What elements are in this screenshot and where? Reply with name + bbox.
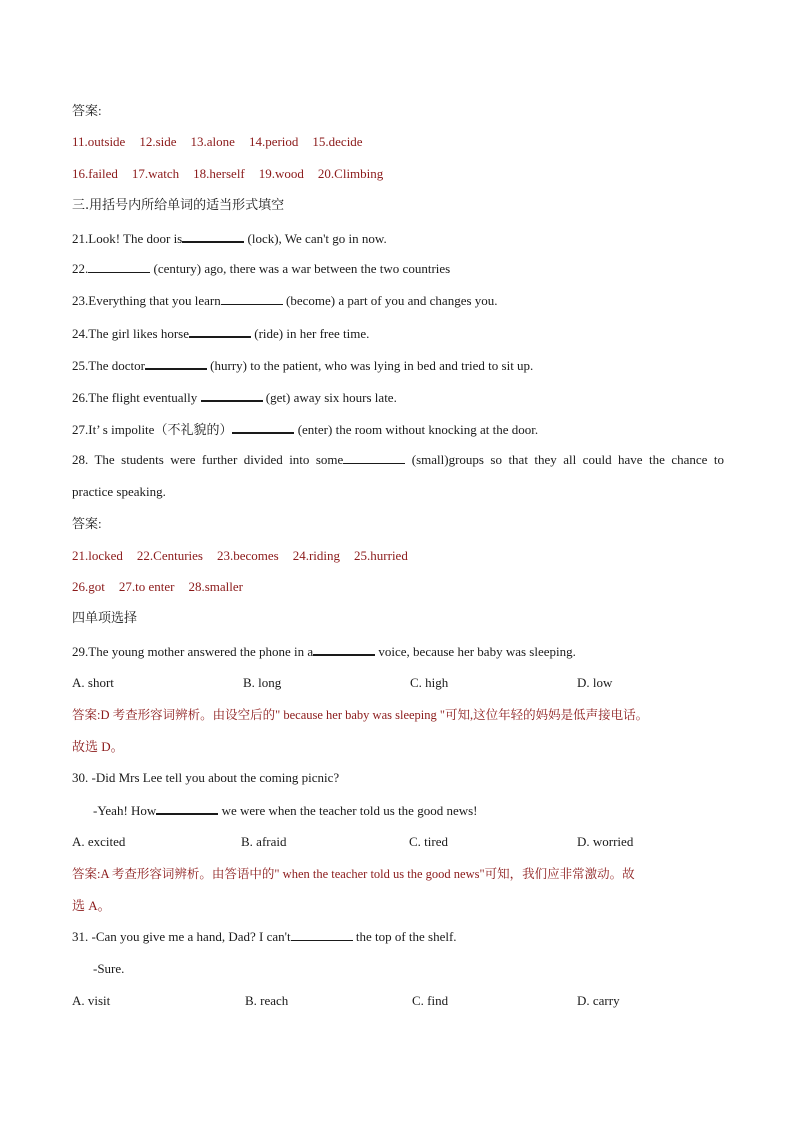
- question-29: [72, 642, 576, 661]
- option-d[interactable]: D. worried: [577, 834, 634, 849]
- answer-explanation-30-cont: 选 A。: [72, 898, 111, 913]
- option-d[interactable]: D. low: [577, 675, 613, 690]
- question-text: (get) away six hours late.: [262, 390, 397, 405]
- question-text: (small)groups so that they all could have the chance to: [405, 452, 724, 467]
- answer-item: 19.wood: [258, 166, 304, 181]
- question-text: the top of the shelf.: [352, 929, 457, 944]
- answer-blank[interactable]: [313, 642, 375, 656]
- option-c[interactable]: C. high: [410, 675, 449, 690]
- question-22: [72, 260, 450, 278]
- answer-blank[interactable]: [291, 928, 353, 941]
- question-text: we were when the teacher told us the good news!: [218, 803, 478, 818]
- question-text: 24.The girl likes horse: [72, 326, 189, 341]
- answer-row-16-20: [72, 165, 397, 183]
- question-text: 28. The students were further divided into some: [72, 452, 344, 467]
- question-23: [72, 292, 498, 310]
- answer-item: 18.herself: [193, 166, 245, 181]
- answer-blank[interactable]: [145, 356, 207, 370]
- question-text: (century) ago, there was a war between the two countries: [150, 261, 451, 276]
- answer-item: 25.hurried: [354, 548, 408, 563]
- question-text: 26.The flight eventually: [72, 390, 201, 405]
- answer-explanation-30: 答案:A 考查形容词辨析。由答语中的" when the teacher told us the good news"可知，我们应非常激动。故: [72, 867, 635, 881]
- question-25: [72, 356, 533, 375]
- question-30: 30. -Did Mrs Lee tell you about the coming picnic?: [72, 770, 340, 785]
- question-24: [72, 324, 369, 343]
- answer-row-26-28: [72, 578, 257, 596]
- answer-item: 26.got: [72, 579, 105, 594]
- answer-item: 11.outside: [72, 134, 126, 149]
- option-b[interactable]: B. reach: [245, 993, 289, 1008]
- question-text: (become) a part of you and changes you.: [282, 293, 498, 308]
- question-text: (hurry) to the patient, who was lying in bed and tried to sit up.: [206, 358, 534, 373]
- answer-item: 23.becomes: [216, 548, 279, 563]
- question-text: 22.: [72, 261, 89, 276]
- question-text: (ride) in her free time.: [250, 326, 370, 341]
- answer-item: 28.smaller: [188, 579, 243, 594]
- answer-row-21-25: [72, 547, 422, 565]
- answer-blank[interactable]: [232, 420, 294, 434]
- answer-item: 24.riding: [292, 548, 341, 563]
- option-c[interactable]: C. tired: [409, 834, 448, 849]
- question-text: (lock), We can't go in now.: [244, 231, 387, 246]
- answer-blank[interactable]: [156, 801, 218, 815]
- question-text: 27.It’ s impolite（不礼貌的）: [72, 422, 233, 437]
- answer-item: 16.failed: [72, 166, 118, 181]
- question-text: 23.Everything that you learn: [72, 293, 221, 308]
- question-26: [72, 388, 397, 407]
- section3-heading: 三.用括号内所给单词的适当形式填空: [72, 198, 285, 213]
- question-31-reply: -Sure.: [93, 961, 125, 976]
- question-text: 25.The doctor: [72, 358, 145, 373]
- section4-heading: 四单项选择: [72, 611, 138, 626]
- option-a[interactable]: A. short: [72, 675, 114, 690]
- answer-blank[interactable]: [182, 229, 244, 243]
- answer-label-2: 答案:: [72, 516, 102, 531]
- answer-item: 21.locked: [72, 548, 123, 563]
- question-text: 29.The young mother answered the phone in a: [72, 644, 314, 659]
- answer-item: 15.decide: [312, 134, 363, 149]
- option-c[interactable]: C. find: [412, 993, 449, 1008]
- question-28: [72, 451, 724, 469]
- answer-item: 20.Climbing: [317, 166, 384, 181]
- question-30-reply: [93, 801, 478, 820]
- option-a[interactable]: A. excited: [72, 834, 126, 849]
- question-21: [72, 229, 387, 248]
- option-d[interactable]: D. carry: [577, 993, 620, 1008]
- question-text: (enter) the room without knocking at the door.: [294, 422, 539, 437]
- answer-item: 27.to enter: [118, 579, 175, 594]
- answer-blank[interactable]: [88, 260, 150, 273]
- answer-blank[interactable]: [189, 324, 251, 338]
- question-text: -Yeah! How: [93, 803, 157, 818]
- question-text: 21.Look! The door is: [72, 231, 183, 246]
- answer-item: 17.watch: [131, 166, 180, 181]
- question-text: 31. -Can you give me a hand, Dad? I can't: [72, 929, 291, 944]
- question-31: [72, 928, 457, 946]
- answer-blank[interactable]: [221, 292, 283, 305]
- question-text: voice, because her baby was sleeping.: [375, 644, 576, 659]
- question-27: [72, 420, 538, 439]
- answer-item: 14.period: [248, 134, 299, 149]
- option-a[interactable]: A. visit: [72, 993, 111, 1008]
- answer-explanation-29: 答案:D 考查形容词辨析。由设空后的" because her baby was sleeping "可知,这位年轻的妈妈是低声接电话。: [72, 708, 649, 722]
- option-b[interactable]: B. long: [243, 675, 282, 690]
- answer-item: 22.Centuries: [136, 548, 203, 563]
- answer-item: 13.alone: [190, 134, 235, 149]
- answer-blank[interactable]: [343, 451, 405, 464]
- answer-row-11-15: [72, 133, 377, 151]
- answer-explanation-29-cont: 故选 D。: [72, 739, 124, 754]
- option-b[interactable]: B. afraid: [241, 834, 287, 849]
- answer-label-1: 答案:: [72, 103, 102, 118]
- question-28-cont: practice speaking.: [72, 484, 166, 499]
- answer-item: 12.side: [139, 134, 177, 149]
- answer-blank[interactable]: [201, 388, 263, 402]
